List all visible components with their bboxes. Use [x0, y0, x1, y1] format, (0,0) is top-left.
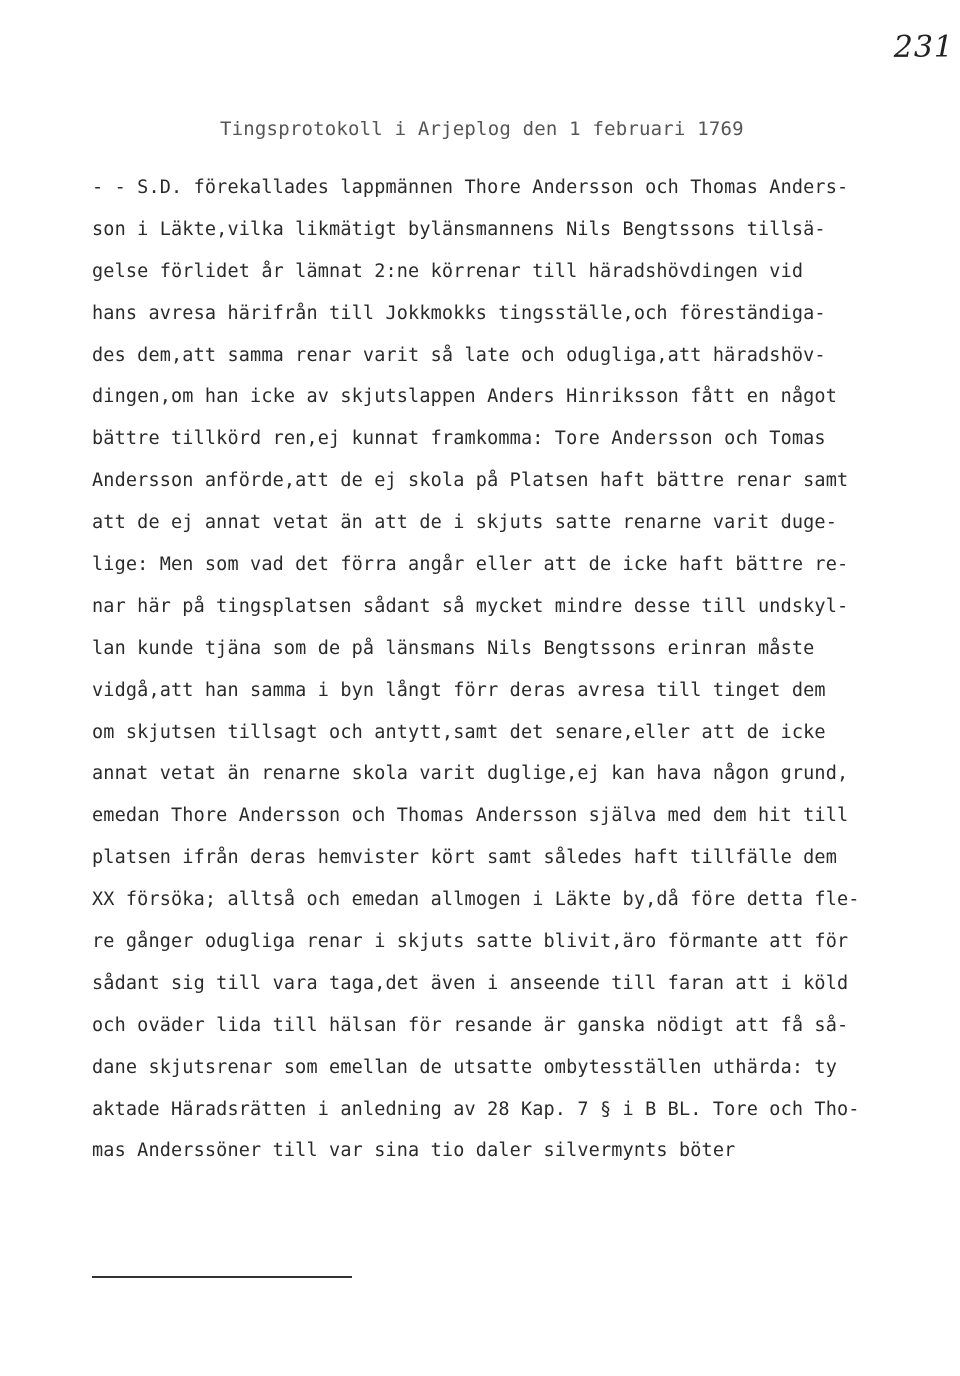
text-line: mas Anderssöner till var sina tio daler silvermynts böter [92, 1140, 736, 1162]
text-line: nar här på tingsplatsen sådant så mycket mindre desse till undskyl- [92, 595, 849, 617]
text-line: des dem,att samma renar varit så late och odugliga,att häradshöv- [92, 344, 826, 366]
text-line: Andersson anförde,att de ej skola på Platsen haft bättre renar samt [92, 470, 849, 492]
text-line: - - S.D. förekallades lappmännen Thore Andersson och Thomas Anders- [92, 177, 849, 198]
text-line: annat vetat än renarne skola varit duglige,ej kan hava någon grund, [92, 763, 849, 785]
text-line: son i Läkte,vilka likmätigt bylänsmannens Nils Bengtssons tillsä- [92, 218, 826, 240]
text-line: aktade Häradsrätten i anledning av 28 Kap. 7 § i B BL. Tore och Tho- [92, 1098, 860, 1120]
document-heading: Tingsprotokoll i Arjeplog den 1 februari 1769 [220, 118, 744, 140]
text-line: och oväder lida till hälsan för resande är ganska nödigt att få så- [92, 1014, 849, 1036]
text-line: emedan Thore Andersson och Thomas Andersson själva med dem hit till [92, 805, 849, 827]
page-number: 231 [893, 30, 954, 65]
text-line: hans avresa härifrån till Jokkmokks tingsställe,och föreständiga- [92, 302, 826, 324]
text-line: om skjutsen tillsagt och antytt,samt det senare,eller att de icke [92, 721, 826, 743]
text-line: lan kunde tjäna som de på länsmans Nils Bengtssons erinran måste [92, 637, 815, 659]
text-line: bättre tillkörd ren,ej kunnat framkomma: Tore Andersson och Tomas [92, 428, 826, 450]
text-line: re gånger odugliga renar i skjuts satte blivit,äro förmante att för [92, 931, 849, 953]
text-line: lige: Men som vad det förra angår eller att de icke haft bättre re- [92, 554, 849, 576]
text-line: XX försöka; alltså och emedan allmogen i Läkte by,då före detta fle- [92, 889, 860, 911]
footnote-divider [92, 1276, 352, 1278]
text-line: gelse förlidet år lämnat 2:ne körrenar till häradshövdingen vid [92, 260, 804, 282]
text-line: vidgå,att han samma i byn långt förr deras avresa till tinget dem [92, 679, 826, 701]
text-line: platsen ifrån deras hemvister kört samt således haft tillfälle dem [92, 847, 838, 869]
text-line: sådant sig till vara taga,det även i anseende till faran att i köld [92, 972, 849, 994]
text-line: dane skjutsrenar som emellan de utsatte ombytesställen uthärda: ty [92, 1056, 838, 1078]
text-line: dingen,om han icke av skjutslappen Anders Hinriksson fått en något [92, 386, 838, 408]
text-line: att de ej annat vetat än att de i skjuts satte renarne varit duge- [92, 512, 838, 534]
protocol-body [92, 167, 952, 1172]
